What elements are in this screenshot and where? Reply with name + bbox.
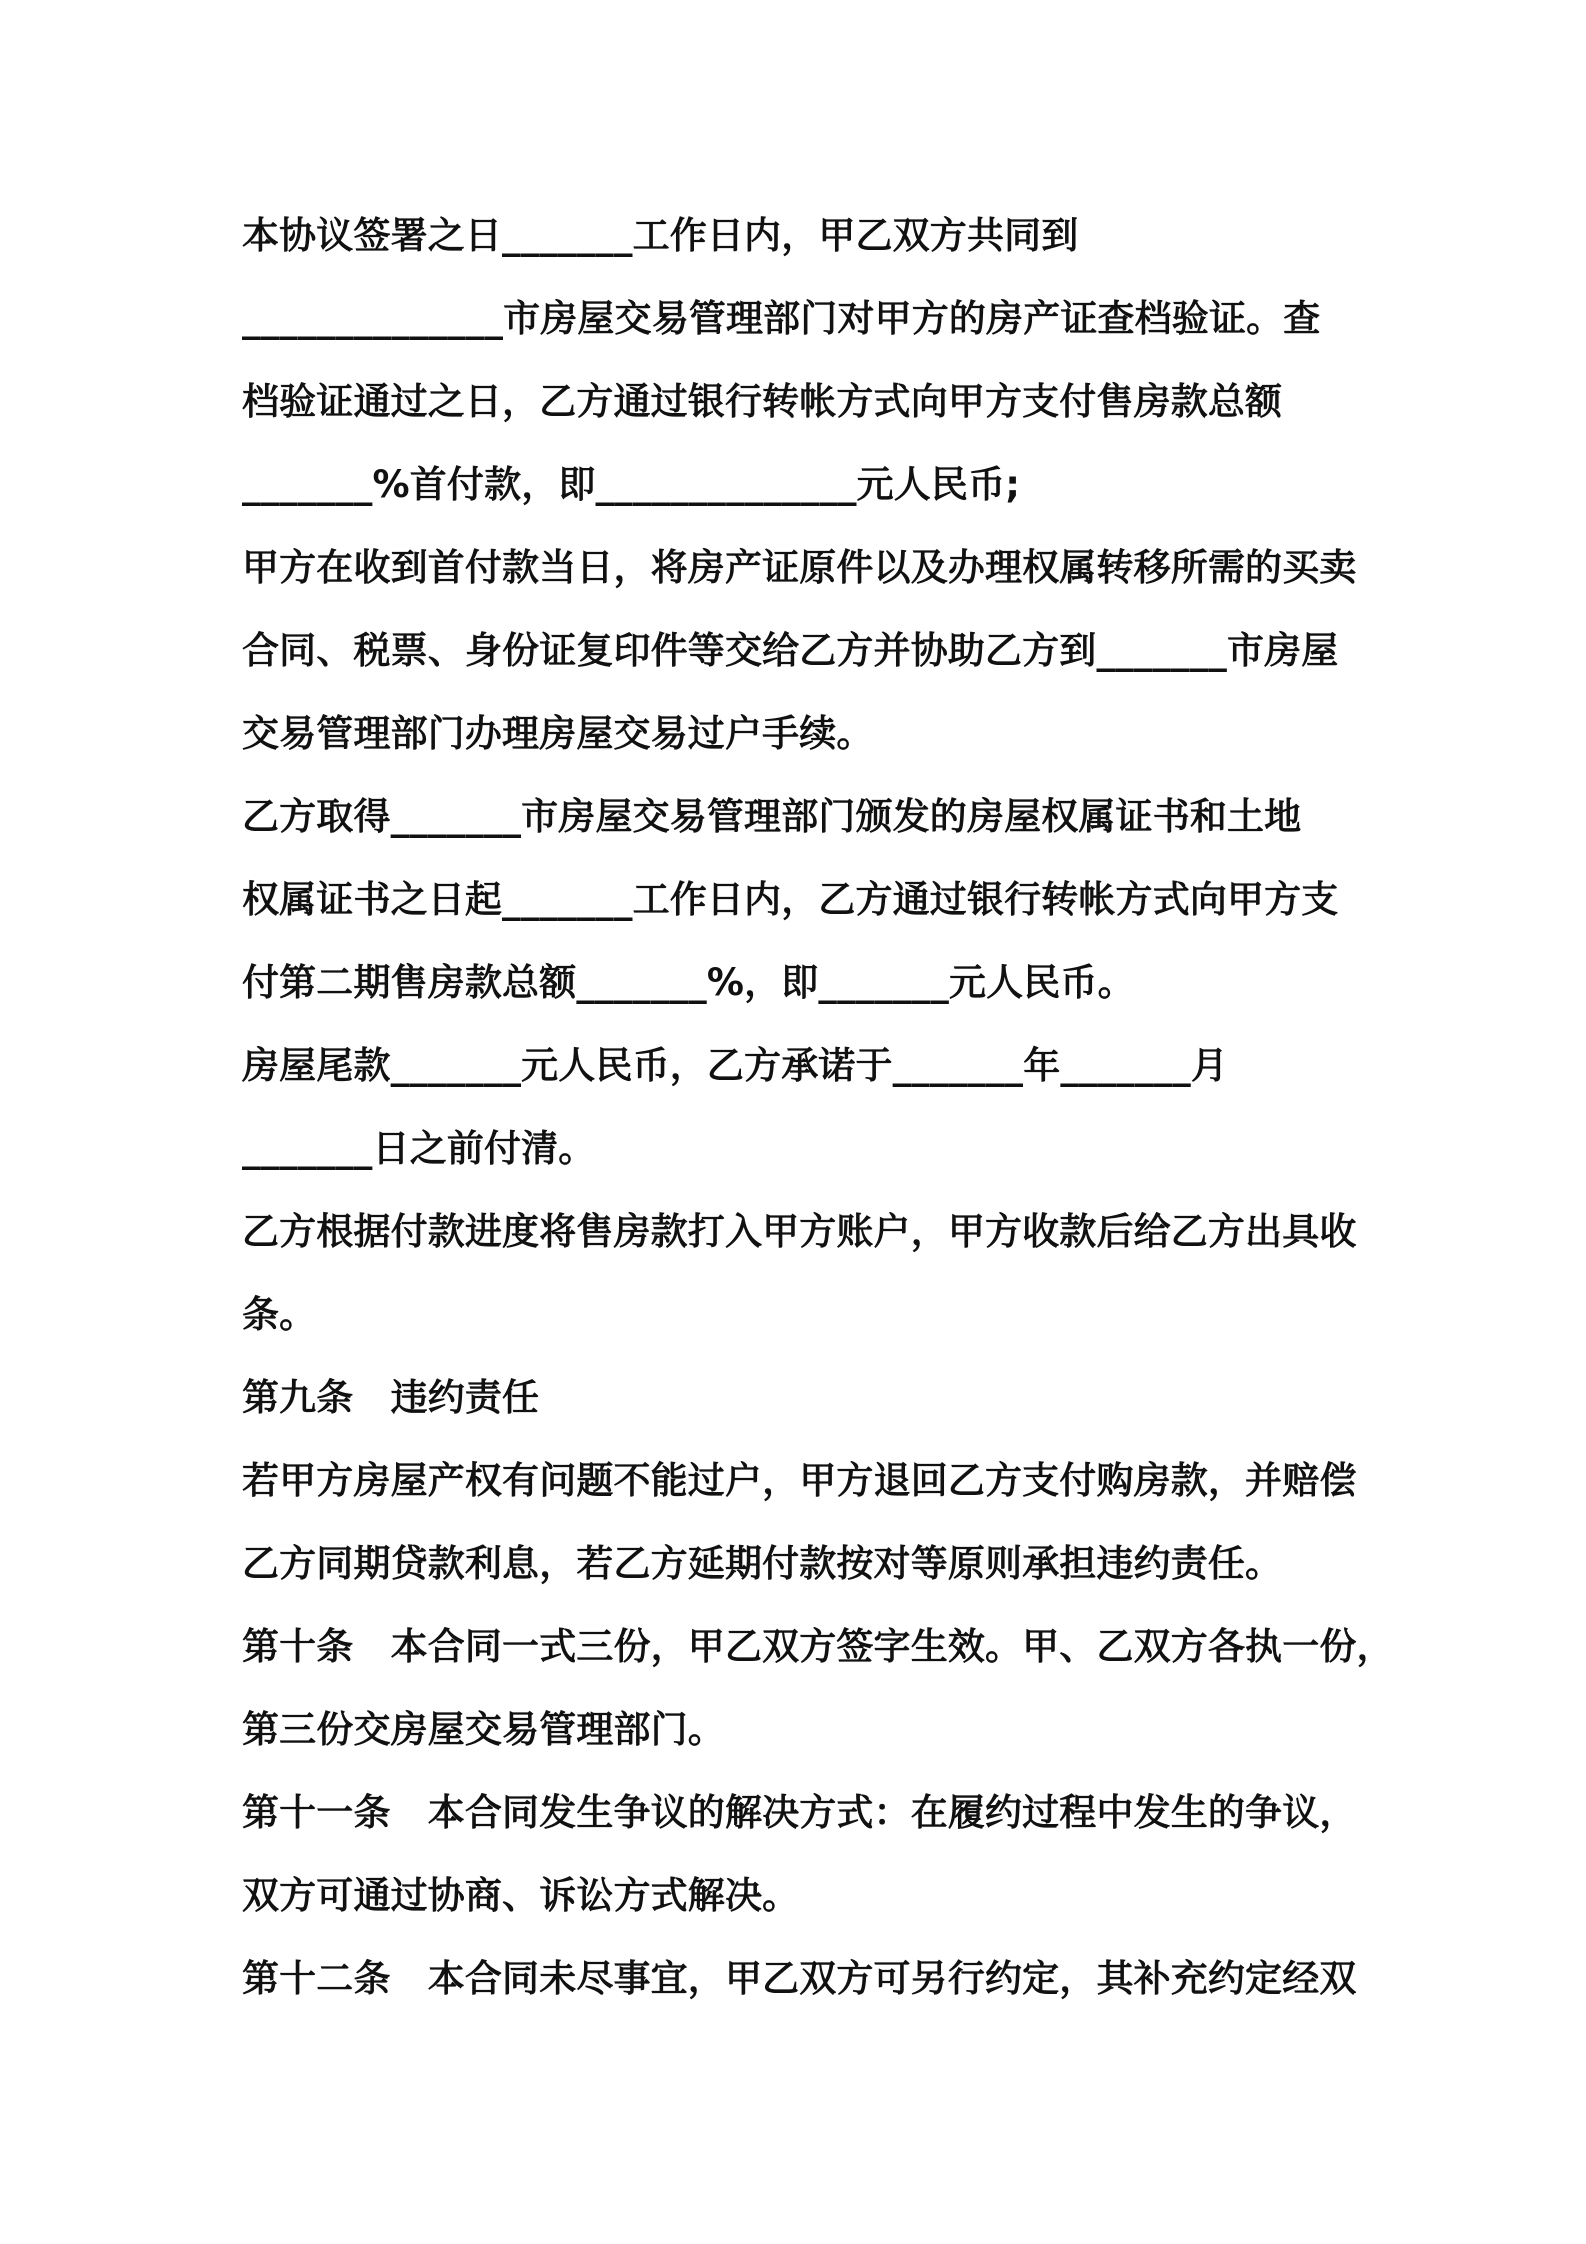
contract-line: 付第二期售房款总额_______%，即_______元人民币。 bbox=[242, 961, 1135, 1004]
contract-line: 甲方在收到首付款当日，将房产证原件以及办理权属转移所需的买卖 bbox=[242, 546, 1357, 589]
contract-line: 双方可通过协商、诉讼方式解决。 bbox=[242, 1874, 800, 1917]
contract-line: 乙方根据付款进度将售房款打入甲方账户，甲方收款后给乙方出具收 bbox=[242, 1210, 1357, 1253]
contract-line: 条。 bbox=[242, 1293, 317, 1336]
contract-line: _______日之前付清。 bbox=[242, 1127, 596, 1170]
contract-line: 房屋尾款_______元人民币，乙方承诺于_______年_______月 bbox=[242, 1044, 1229, 1087]
contract-line: 交易管理部门办理房屋交易过户手续。 bbox=[242, 712, 874, 755]
contract-line: 若甲方房屋产权有问题不能过户，甲方退回乙方支付购房款，并赔偿 bbox=[242, 1459, 1357, 1502]
contract-line: 档验证通过之日，乙方通过银行转帐方式向甲方支付售房款总额 bbox=[242, 380, 1283, 423]
contract-line: 本协议签署之日_______工作日内，甲乙双方共同到 bbox=[242, 214, 1079, 257]
contract-line: 权属证书之日起_______工作日内，乙方通过银行转帐方式向甲方支 bbox=[242, 878, 1339, 921]
contract-text-block bbox=[242, 194, 1394, 2020]
contract-line: _______%首付款，即______________元人民币; bbox=[242, 463, 1021, 506]
contract-line: 第十一条 本合同发生争议的解决方式：在履约过程中发生的争议， bbox=[242, 1791, 1357, 1834]
contract-line: 乙方同期贷款利息，若乙方延期付款按对等原则承担违约责任。 bbox=[242, 1542, 1283, 1585]
contract-line: 第十二条 本合同未尽事宜，甲乙双方可另行约定，其补充约定经双 bbox=[242, 1957, 1357, 2000]
contract-line: 乙方取得_______市房屋交易管理部门颁发的房屋权属证书和土地 bbox=[242, 795, 1302, 838]
contract-line: ______________市房屋交易管理部门对甲方的房产证查档验证。查 bbox=[242, 297, 1321, 340]
contract-line: 第九条 违约责任 bbox=[242, 1376, 540, 1419]
contract-line: 合同、税票、身份证复印件等交给乙方并协助乙方到_______市房屋 bbox=[242, 629, 1339, 672]
contract-line: 第三份交房屋交易管理部门。 bbox=[242, 1708, 725, 1751]
contract-line: 第十条 本合同一式三份，甲乙双方签字生效。甲、乙双方各执一份， bbox=[242, 1625, 1394, 1668]
